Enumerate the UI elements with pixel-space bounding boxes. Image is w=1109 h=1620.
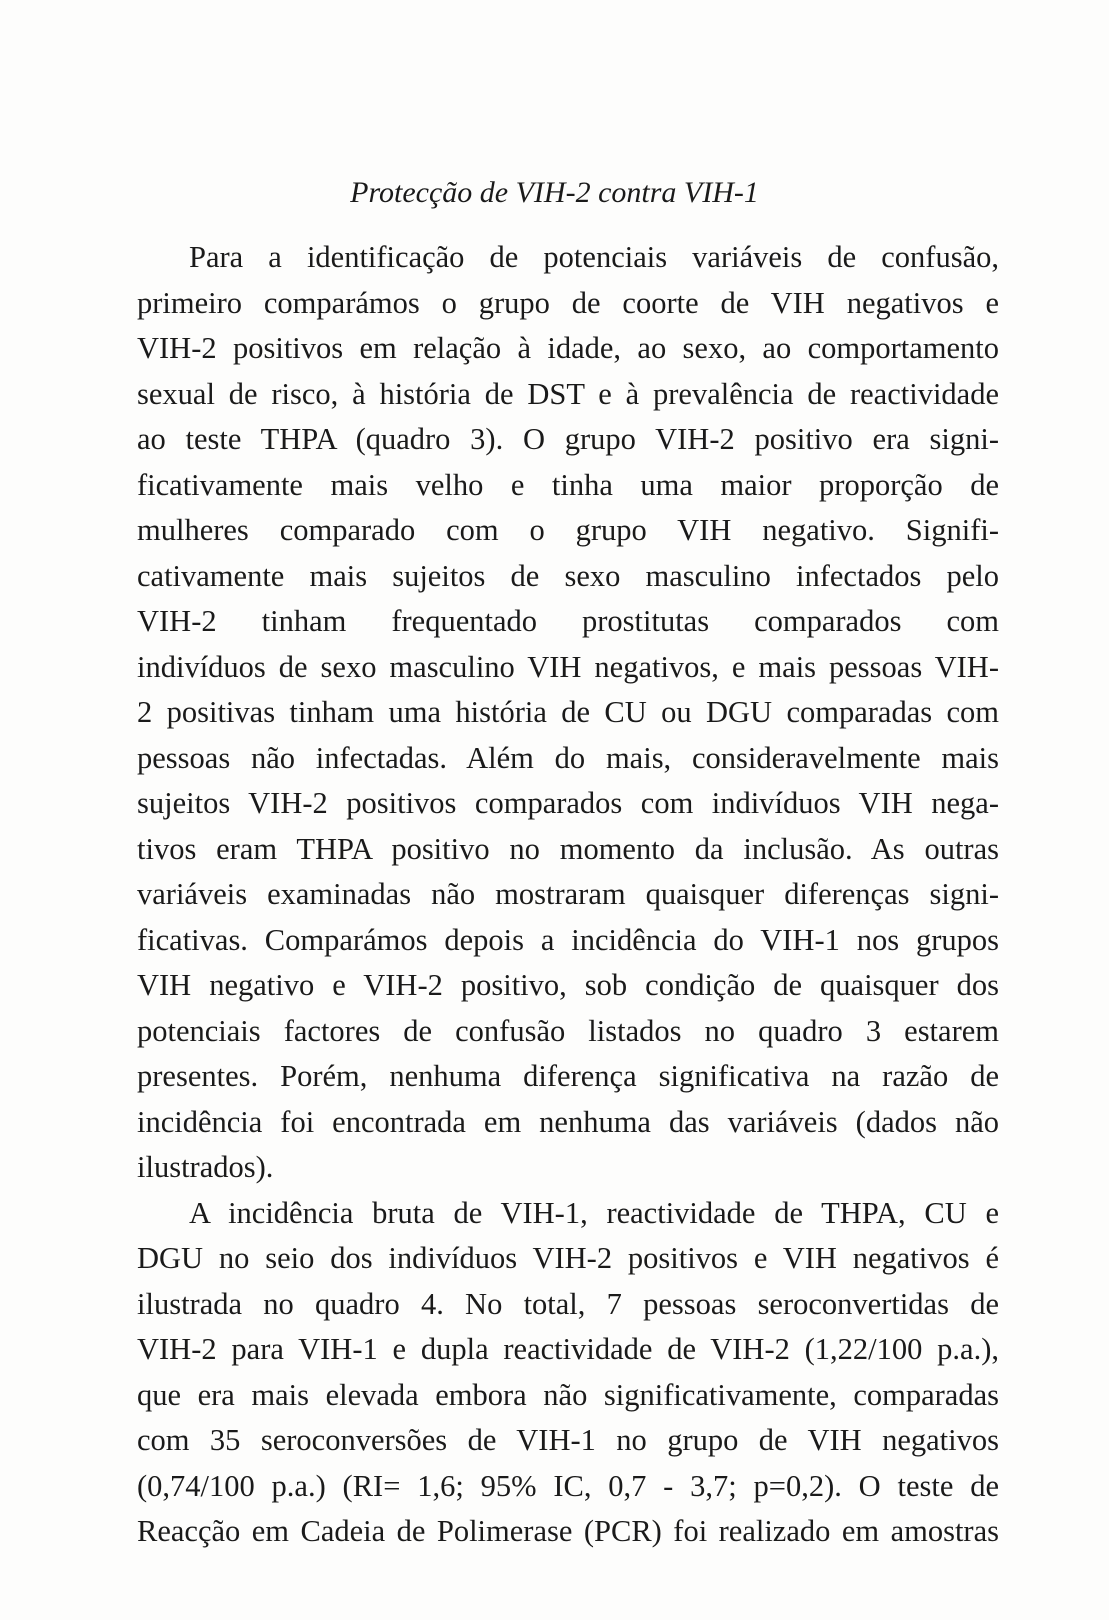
text-line: ficativamente mais velho e tinha uma maior proporção de [137,467,999,502]
body-text [137,235,999,1555]
text-line: VIH-2 tinham frequentado prostitutas comparados com [137,604,999,638]
text-line: Para a identificação de potenciais variáveis de confusão, [189,240,999,274]
text-line: que era mais elevada embora não significativamente, comparadas [137,1377,999,1412]
text-line: presentes. Porém, nenhuma diferença significativa na razão de [137,1059,999,1093]
text-line: VIH-2 para VIH-1 e dupla reactividade de VIH-2 (1,22/100 p.a.), [137,1332,999,1366]
text-line: tivos eram THPA positivo no momento da inclusão. As outras [137,831,999,866]
text-line: 2 positivas tinham uma história de CU ou DGU comparadas com [137,695,999,729]
text-line: ilustrada no quadro 4. No total, 7 pessoas seroconvertidas de [137,1286,999,1321]
text-line: indivíduos de sexo masculino VIH negativos, e mais pessoas VIH- [137,649,999,684]
text-line: sujeitos VIH-2 positivos comparados com indivíduos VIH nega- [137,786,999,820]
text-line: VIH negativo e VIH-2 positivo, sob condição de quaisquer dos [137,968,999,1002]
text-line: VIH-2 positivos em relação à idade, ao sexo, ao comportamento [137,331,999,365]
text-line: A incidência bruta de VIH-1, reactividade de THPA, CU e [189,1195,999,1230]
text-line: Reacção em Cadeia de Polimerase (PCR) foi realizado em amostras [137,1514,999,1548]
text-line: incidência foi encontrada em nenhuma das variáveis (dados não [137,1104,999,1139]
text-line: DGU no seio dos indivíduos VIH-2 positivos e VIH negativos é [137,1241,999,1275]
text-line: sexual de risco, à história de DST e à prevalência de reactividade [137,376,999,411]
text-line: ao teste THPA (quadro 3). O grupo VIH-2 positivo era signi- [137,422,999,456]
text-line: com 35 seroconversões de VIH-1 no grupo de VIH negativos [137,1423,999,1457]
text-line: primeiro comparámos o grupo de coorte de VIH negativos e [137,285,999,320]
text-line: mulheres comparado com o grupo VIH negativo. Signifi- [137,513,999,547]
text-line: cativamente mais sujeitos de sexo masculino infectados pelo [137,558,999,593]
text-line: potenciais factores de confusão listados no quadro 3 estarem [137,1013,999,1048]
text-line: variáveis examinadas não mostraram quaisquer diferenças signi- [137,877,999,911]
text-line: ilustrados). [137,1150,274,1184]
running-head: Protecção de VIH-2 contra VIH-1 [350,176,759,209]
text-line: pessoas não infectadas. Além do mais, consideravelmente mais [137,740,999,775]
text-line: ficativas. Comparámos depois a incidência do VIH-1 nos grupos [137,922,999,957]
text-line: (0,74/100 p.a.) (RI= 1,6; 95% IC, 0,7 - 3,7; p=0,2). O teste de [137,1468,999,1503]
